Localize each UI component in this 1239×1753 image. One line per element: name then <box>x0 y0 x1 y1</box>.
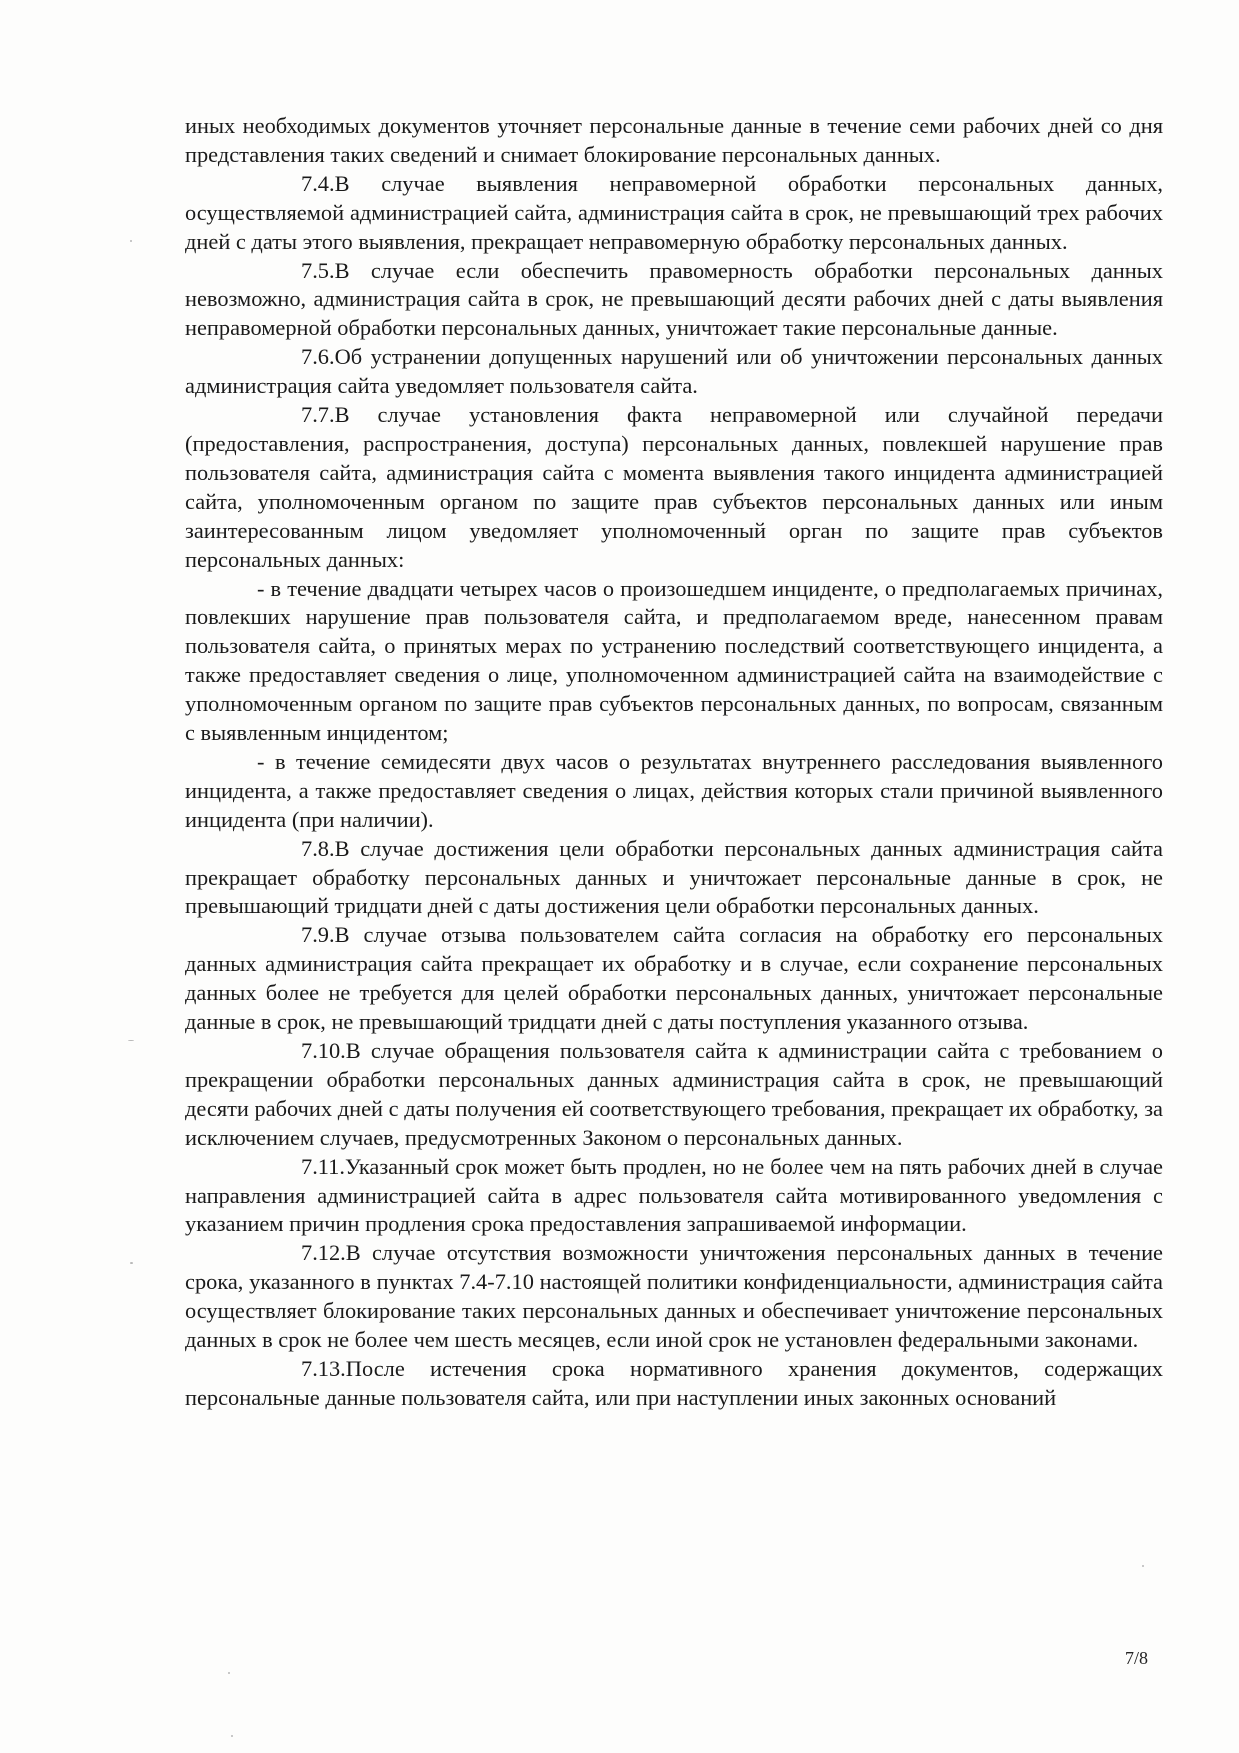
paragraph-text: - в течение семидесяти двух часов о результатах внутреннего расследования выявленного инцидента, а также предоставляет сведения о лицах, действия которых стали причиной выявленного инцидента (при наличии). <box>185 748 1163 832</box>
scan-speck <box>130 240 132 242</box>
numbered-paragraph <box>185 401 1163 574</box>
numbered-paragraph <box>185 170 1163 257</box>
paragraph <box>185 112 1163 170</box>
numbered-paragraph <box>185 1239 1163 1355</box>
numbered-paragraph <box>185 343 1163 401</box>
paragraph-number: 7.11. <box>301 1153 345 1179</box>
paragraph-text: - в течение двадцати четырех часов о произошедшем инциденте, о предполагаемых причинах, повлекших нарушение прав пользователя сайта, и предполагаемом вреде, нанесенном правам пользователя сайта, о принятых мерах по устранению последствий соответствующего инцидента, а также предоставляет сведения о лице, уполномоченном администрацией сайта на взаимодействие с уполномоченным органом по защите прав субъектов персональных данных, по вопросам, связанным с выявленным инцидентом; <box>185 575 1163 746</box>
paragraph-number: 7.10. <box>301 1038 346 1063</box>
paragraph-number: 7.12. <box>301 1240 346 1266</box>
numbered-paragraph <box>185 921 1163 1037</box>
document-body <box>185 112 1163 1413</box>
paragraph-number: 7.6. <box>301 344 335 370</box>
numbered-paragraph <box>185 1153 1163 1240</box>
paragraph-text: В случае достижения цели обработки персональных данных администрация сайта прекращает обработку персональных данных и уничтожает персональные данные в срок, не превышающий тридцати дней с даты достижения цели обработки персональных данных. <box>185 835 1163 919</box>
numbered-paragraph <box>185 1037 1163 1153</box>
scan-speck <box>128 1040 134 1041</box>
paragraph-number: 7.4. <box>301 170 335 196</box>
paragraph-text: В случае отзыва пользователем сайта согласия на обработку его персональных данных администрация сайта прекращает их обработку и в случае, если сохранение персональных данных более не требуется для целей обработки персональных данных, уничтожает персональные данные в срок, не превышающий тридцати дней с даты поступления указанного отзыва. <box>185 922 1163 1035</box>
numbered-paragraph <box>185 835 1163 922</box>
scan-speck <box>228 1672 230 1674</box>
page-number: 7/8 <box>1125 1648 1149 1668</box>
paragraph-text: иных необходимых документов уточняет персональные данные в течение семи рабочих дней со дня представления таких сведений и снимает блокирование персональных данных. <box>185 113 1163 167</box>
paragraph-number: 7.9. <box>301 922 335 948</box>
paragraph-text: В случае выявления неправомерной обработки персональных данных, осуществляемой администрацией сайта, администрация сайта в срок, не превышающий трех рабочих дней с даты этого выявления, прекращает неправомерную обработку персональных данных. <box>185 170 1163 254</box>
paragraph-text: Об устранении допущенных нарушений или об уничтожении персональных данных администрация сайта уведомляет пользователя сайта. <box>185 344 1163 399</box>
bullet-paragraph <box>185 748 1163 835</box>
paragraph-number: 7.13. <box>301 1355 346 1381</box>
paragraph-text: В случае отсутствия возможности уничтожения персональных данных в течение срока, указанного в пунктах 7.4-7.10 настоящей политики конфиденциальности, администрация сайта осуществляет блокирование таких персональных данных и обеспечивает уничтожение персональных данных в срок не более чем шесть месяцев, если иной срок не установлен федеральными законами. <box>185 1240 1163 1353</box>
scan-speck <box>130 1262 133 1264</box>
numbered-paragraph <box>185 257 1163 344</box>
paragraph-text: Указанный срок может быть продлен, но не более чем на пять рабочих дней в случае направления администрацией сайта в адрес пользователя сайта мотивированного уведомления с указанием причин продления срока предоставления запрашиваемой информации. <box>185 1153 1163 1237</box>
numbered-paragraph <box>185 1355 1163 1413</box>
paragraph-text: В случае обращения пользователя сайта к администрации сайта с требованием о прекращении обработки персональных данных администрация сайта в срок, не превышающий десяти рабочих дней с даты получения ей соответствующего требования, прекращает их обработку, за исключением случаев, предусмотренных Законом о персональных данных. <box>185 1038 1163 1150</box>
paragraph-text: В случае если обеспечить правомерность обработки персональных данных невозможно, администрация сайта в срок, не превышающий десяти рабочих дней с даты выявления неправомерной обработки персональных данных, уничтожает такие персональные данные. <box>185 257 1163 341</box>
scan-speck <box>231 1735 233 1737</box>
paragraph-number: 7.5. <box>301 257 335 283</box>
paragraph-text: В случае установления факта неправомерной или случайной передачи (предоставления, распространения, доступа) персональных данных, повлекшей нарушение прав пользователя сайта, администрация сайта с момента выявления такого инцидента администрацией сайта, уполномоченным органом по защите прав субъектов персональных данных или иным заинтересованным лицом уведомляет уполномоченный орган по защите прав субъектов персональных данных: <box>185 402 1163 572</box>
paragraph-number: 7.8. <box>301 835 335 861</box>
bullet-paragraph <box>185 575 1163 748</box>
paragraph-text: После истечения срока нормативного хранения документов, содержащих персональные данные пользователя сайта, или при наступлении иных законных оснований <box>185 1355 1163 1410</box>
scan-speck <box>1142 1565 1144 1567</box>
paragraph-number: 7.7. <box>301 402 335 428</box>
